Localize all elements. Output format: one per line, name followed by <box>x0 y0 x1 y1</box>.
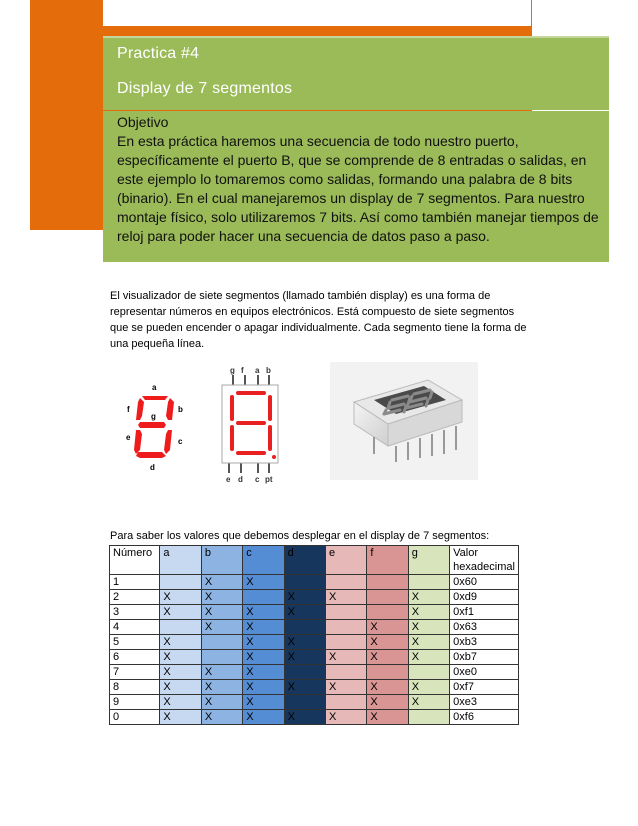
table-cell: X <box>160 590 201 605</box>
table-cell <box>284 575 325 590</box>
table-cell: X <box>201 575 242 590</box>
segment-display-pinout <box>218 365 282 487</box>
table-header-cell: d <box>284 546 325 575</box>
table-row <box>110 680 519 695</box>
table-cell: 4 <box>110 620 160 635</box>
objective-text <box>117 113 605 246</box>
table-cell: 9 <box>110 695 160 710</box>
table-cell: 0 <box>110 710 160 725</box>
table-header-cell: Valor hexadecimal <box>450 546 519 575</box>
page-subtitle: Display de 7 segmentos <box>117 80 293 97</box>
table-cell: X <box>160 665 201 680</box>
segment-b <box>166 398 174 420</box>
table-cell: X <box>201 710 242 725</box>
table-cell <box>284 665 325 680</box>
label-b: b <box>178 405 183 414</box>
table-cell <box>408 575 449 590</box>
table-cell: 8 <box>110 680 160 695</box>
label-c: c <box>178 437 183 446</box>
objective-banner <box>103 111 609 262</box>
table-cell: 0x60 <box>450 575 519 590</box>
segment-diagram-labeled <box>118 378 198 473</box>
table-cell <box>325 695 366 710</box>
table-cell: X <box>201 590 242 605</box>
table-cell: X <box>243 680 284 695</box>
table-row <box>110 590 519 605</box>
segment-e <box>134 430 142 454</box>
table-cell: X <box>201 695 242 710</box>
table-cell: X <box>325 710 366 725</box>
table-row <box>110 605 519 620</box>
table-cell: X <box>284 710 325 725</box>
table-cell: X <box>408 695 449 710</box>
table-row <box>110 695 519 710</box>
table-header-cell: a <box>160 546 201 575</box>
table-cell: 0xe3 <box>450 695 519 710</box>
label-d: d <box>150 463 155 472</box>
table-cell: 5 <box>110 635 160 650</box>
table-cell: 0xf7 <box>450 680 519 695</box>
table-header-cell: b <box>201 546 242 575</box>
display-photo-drawing <box>330 362 478 480</box>
segment-c <box>164 430 172 454</box>
table-cell: 0x63 <box>450 620 519 635</box>
table-header-row <box>110 546 519 575</box>
segment-a <box>142 396 168 400</box>
pin-label-c: c <box>255 475 260 484</box>
table-cell: X <box>408 620 449 635</box>
objective-heading: Objetivo <box>117 114 169 130</box>
table-cell: X <box>408 605 449 620</box>
table-cell <box>201 650 242 665</box>
table-header-cell: g <box>408 546 449 575</box>
table-cell <box>325 575 366 590</box>
pin-label-g: g <box>230 366 235 375</box>
table-cell <box>367 665 408 680</box>
table-cell: X <box>367 695 408 710</box>
table-cell: X <box>243 605 284 620</box>
table-cell <box>408 710 449 725</box>
table-cell: X <box>160 605 201 620</box>
table-cell: X <box>243 650 284 665</box>
pin-label-e: e <box>226 475 231 484</box>
table-cell: X <box>408 650 449 665</box>
table-cell: X <box>367 710 408 725</box>
segment-d <box>136 452 166 458</box>
table-cell <box>325 665 366 680</box>
title-banner <box>103 36 609 110</box>
pin-label-pt: pt <box>265 475 273 484</box>
table-cell: X <box>160 650 201 665</box>
table-cell: X <box>367 680 408 695</box>
table-cell: X <box>160 635 201 650</box>
table-cell <box>284 695 325 710</box>
table-row <box>110 635 519 650</box>
table-cell: X <box>160 710 201 725</box>
table-cell <box>367 590 408 605</box>
table-cell: X <box>160 680 201 695</box>
intro-paragraph: El visualizador de siete segmentos (llamado también display) es una forma de representar números en equipos electrónicos. Está compuesto de siete segmentos que se pueden encender o apagar individualmente. Cada segmento tiene la forma de una pequeña línea. <box>110 290 527 350</box>
table-header-cell: f <box>367 546 408 575</box>
table-cell: X <box>284 590 325 605</box>
objective-body: En esta práctica haremos una secuencia de todo nuestro puerto, específicamente el puerto B, que se comprende de 8 entradas o salidas, en este ejemplo lo tomaremos como salidas, formando una palabra de 8 bits (binario). En el cual manejaremos un display de 7 segmentos. Para nuestro montaje físico, solo utilizaremos 7 bits. Así como también manejar tiempos de reloj para poder hacer una secuencia de datos paso a paso. <box>117 133 599 244</box>
table-cell: 3 <box>110 605 160 620</box>
label-a: a <box>152 383 157 392</box>
table-header-cell: Número <box>110 546 160 575</box>
table-cell: 0xb3 <box>450 635 519 650</box>
table-cell: 2 <box>110 590 160 605</box>
label-f: f <box>127 405 130 414</box>
table-cell: X <box>325 680 366 695</box>
table-cell: X <box>243 575 284 590</box>
table-cell: 0xf6 <box>450 710 519 725</box>
table-cell: X <box>243 635 284 650</box>
table-cell <box>284 620 325 635</box>
table-cell: 7 <box>110 665 160 680</box>
table-cell: X <box>284 650 325 665</box>
table-cell: X <box>201 680 242 695</box>
table-cell: X <box>243 710 284 725</box>
table-cell: X <box>325 650 366 665</box>
table-cell <box>243 590 284 605</box>
pin-label-f: f <box>241 366 244 375</box>
page-title: Practica #4 <box>117 45 200 62</box>
table-cell <box>325 605 366 620</box>
segment-f <box>136 398 144 420</box>
pin-label-a: a <box>255 366 260 375</box>
table-row <box>110 665 519 680</box>
table-row <box>110 575 519 590</box>
table-cell: 0xb7 <box>450 650 519 665</box>
table-cell <box>160 575 201 590</box>
table-cell <box>408 665 449 680</box>
table-cell: 0xe0 <box>450 665 519 680</box>
table-cell: X <box>284 605 325 620</box>
table-cell: X <box>243 665 284 680</box>
table-cell <box>201 635 242 650</box>
header-gap <box>103 0 531 26</box>
table-cell: 0xf1 <box>450 605 519 620</box>
segment-g <box>138 422 166 428</box>
table-cell: 0xd9 <box>450 590 519 605</box>
table-cell: X <box>243 695 284 710</box>
table-cell: X <box>408 680 449 695</box>
table-cell: X <box>201 620 242 635</box>
table-cell: X <box>160 695 201 710</box>
label-e: e <box>126 433 131 442</box>
table-cell: X <box>408 635 449 650</box>
table-row <box>110 650 519 665</box>
table-row <box>110 620 519 635</box>
table-row <box>110 710 519 725</box>
table-cell: 6 <box>110 650 160 665</box>
pin-label-d: d <box>238 475 243 484</box>
table-cell: X <box>325 590 366 605</box>
table-caption: Para saber los valores que debemos desplegar en el display de 7 segmentos: <box>110 530 490 542</box>
table-cell: X <box>367 650 408 665</box>
display-photo <box>330 362 478 480</box>
table-cell <box>367 605 408 620</box>
pin-label-b: b <box>266 366 271 375</box>
table-cell <box>325 620 366 635</box>
table-cell <box>367 575 408 590</box>
label-g: g <box>151 412 156 421</box>
table-cell: X <box>367 635 408 650</box>
table-cell: X <box>408 590 449 605</box>
table-cell: X <box>201 665 242 680</box>
table-cell: X <box>284 680 325 695</box>
table-cell: 1 <box>110 575 160 590</box>
table-cell <box>160 620 201 635</box>
table-cell: X <box>367 620 408 635</box>
table-cell <box>325 635 366 650</box>
table-cell: X <box>243 620 284 635</box>
segment-values-table <box>109 545 519 725</box>
table-header-cell: c <box>243 546 284 575</box>
table-cell: X <box>201 605 242 620</box>
table-header-cell: e <box>325 546 366 575</box>
table-cell: X <box>284 635 325 650</box>
